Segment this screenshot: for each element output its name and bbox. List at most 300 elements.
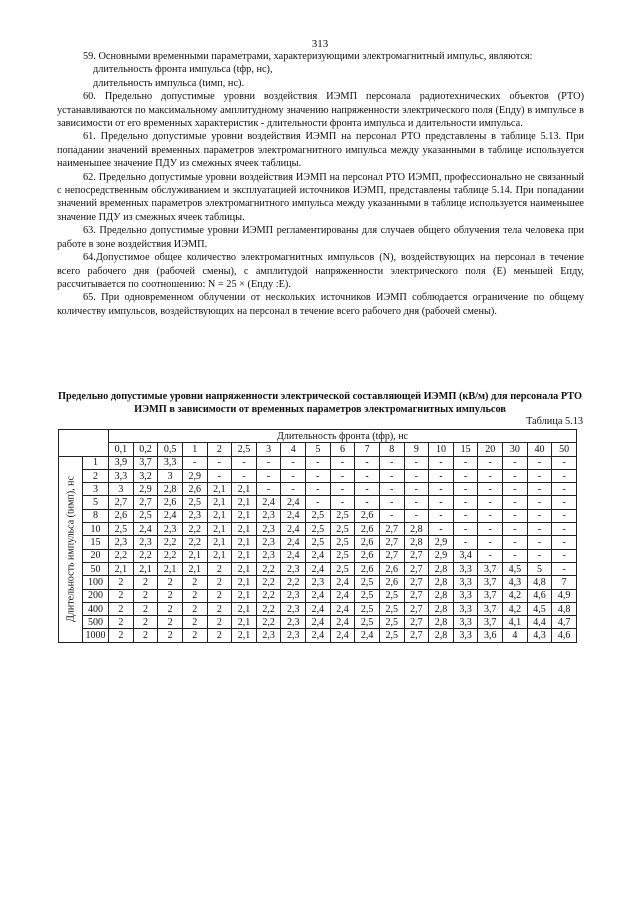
- value-cell: 2,3: [256, 523, 281, 536]
- value-cell: 2,8: [429, 629, 454, 642]
- value-cell: 2,5: [330, 509, 355, 522]
- value-cell: 3,7: [478, 602, 503, 615]
- value-cell: 2,1: [232, 602, 257, 615]
- value-cell: 2: [158, 576, 183, 589]
- value-cell: 2: [158, 602, 183, 615]
- value-cell: 4,1: [503, 616, 528, 629]
- value-cell: 2,3: [256, 629, 281, 642]
- value-cell: 2,6: [158, 496, 183, 509]
- duration-cell: 1: [83, 456, 109, 469]
- value-cell: 2,4: [133, 523, 158, 536]
- value-cell: 2,7: [133, 496, 158, 509]
- value-cell: 2,2: [281, 576, 306, 589]
- value-cell: -: [404, 456, 429, 469]
- value-cell: 2,3: [281, 629, 306, 642]
- value-cell: 2,9: [429, 536, 454, 549]
- value-cell: 2,8: [158, 483, 183, 496]
- value-cell: 2,4: [330, 616, 355, 629]
- duration-cell: 5: [83, 496, 109, 509]
- value-cell: 2: [182, 589, 207, 602]
- value-cell: 2,1: [232, 483, 257, 496]
- value-cell: -: [429, 469, 454, 482]
- value-cell: 2,7: [404, 576, 429, 589]
- value-cell: -: [453, 469, 478, 482]
- col-header: 9: [404, 443, 429, 456]
- table-row: [59, 496, 577, 509]
- value-cell: -: [552, 496, 577, 509]
- value-cell: -: [232, 469, 257, 482]
- value-cell: 2,1: [207, 523, 232, 536]
- value-cell: 2,9: [133, 483, 158, 496]
- col-header: 6: [330, 443, 355, 456]
- value-cell: -: [503, 523, 528, 536]
- value-cell: 2,6: [355, 523, 380, 536]
- value-cell: -: [527, 549, 552, 562]
- value-cell: 3,3: [453, 589, 478, 602]
- value-cell: -: [404, 496, 429, 509]
- value-cell: 2,1: [109, 562, 134, 575]
- value-cell: 4,4: [527, 616, 552, 629]
- value-cell: 2,6: [379, 562, 404, 575]
- value-cell: 2: [133, 629, 158, 642]
- value-cell: -: [355, 496, 380, 509]
- body-text: [57, 50, 584, 318]
- value-cell: 2: [182, 576, 207, 589]
- value-cell: 2,3: [158, 523, 183, 536]
- value-cell: 3,3: [453, 562, 478, 575]
- value-cell: -: [503, 496, 528, 509]
- value-cell: 2,5: [379, 629, 404, 642]
- value-cell: 2,1: [133, 562, 158, 575]
- value-cell: -: [503, 536, 528, 549]
- value-cell: -: [379, 496, 404, 509]
- value-cell: 4,3: [527, 629, 552, 642]
- table-row: [59, 549, 577, 562]
- value-cell: -: [330, 456, 355, 469]
- value-cell: 3: [158, 469, 183, 482]
- value-cell: 3: [109, 483, 134, 496]
- value-cell: 2,4: [330, 576, 355, 589]
- value-cell: -: [552, 536, 577, 549]
- value-cell: 2,3: [281, 562, 306, 575]
- value-cell: -: [330, 469, 355, 482]
- value-cell: 7: [552, 576, 577, 589]
- table-row: [59, 562, 577, 575]
- value-cell: 2,8: [429, 602, 454, 615]
- value-cell: -: [478, 456, 503, 469]
- value-cell: 4,2: [503, 602, 528, 615]
- value-cell: 2,7: [404, 629, 429, 642]
- value-cell: 2: [133, 589, 158, 602]
- value-cell: 2: [207, 602, 232, 615]
- value-cell: 2,1: [207, 496, 232, 509]
- value-cell: -: [330, 483, 355, 496]
- value-cell: 2,4: [281, 536, 306, 549]
- value-cell: 3,9: [109, 456, 134, 469]
- value-cell: 2,2: [256, 616, 281, 629]
- value-cell: 2,2: [256, 589, 281, 602]
- value-cell: 2: [158, 616, 183, 629]
- value-cell: -: [503, 469, 528, 482]
- value-cell: 3,3: [453, 602, 478, 615]
- value-cell: -: [429, 483, 454, 496]
- table-row: [59, 523, 577, 536]
- value-cell: 2,3: [109, 536, 134, 549]
- col-header: 3: [256, 443, 281, 456]
- duration-cell: 400: [83, 602, 109, 615]
- col-header: 1: [182, 443, 207, 456]
- value-cell: 2,5: [379, 602, 404, 615]
- row-group-label: Длительность импульса (tимп), нс: [65, 476, 76, 623]
- value-cell: 4,9: [552, 589, 577, 602]
- value-cell: 2,5: [330, 562, 355, 575]
- value-cell: 2,4: [306, 562, 331, 575]
- value-cell: 2,4: [256, 496, 281, 509]
- value-cell: -: [552, 509, 577, 522]
- value-cell: 2: [109, 589, 134, 602]
- value-cell: 2,1: [232, 536, 257, 549]
- duration-cell: 3: [83, 483, 109, 496]
- value-cell: -: [552, 549, 577, 562]
- value-cell: 2,7: [404, 562, 429, 575]
- value-cell: 2,1: [232, 509, 257, 522]
- value-cell: 2: [182, 629, 207, 642]
- value-cell: 2,3: [256, 549, 281, 562]
- value-cell: 2,9: [182, 469, 207, 482]
- value-cell: 3,3: [158, 456, 183, 469]
- value-cell: 2,1: [207, 549, 232, 562]
- value-cell: 2,8: [404, 523, 429, 536]
- value-cell: 2,6: [109, 509, 134, 522]
- value-cell: 2: [133, 616, 158, 629]
- value-cell: 2,4: [306, 616, 331, 629]
- value-cell: -: [379, 483, 404, 496]
- value-cell: 2,5: [133, 509, 158, 522]
- value-cell: -: [453, 456, 478, 469]
- value-cell: 2,2: [256, 602, 281, 615]
- value-cell: -: [281, 469, 306, 482]
- value-cell: 2: [207, 616, 232, 629]
- value-cell: -: [478, 483, 503, 496]
- paragraph: 60. Предельно допустимые уровни воздействия ИЭМП персонала радиотехнических объектов (РТО) устанавливаются по максимальному амплитудному значению напряженности электрического поля (Eпду) в импульсе в зависимости от его временных характеристик - длительности фронта импульса и длительности импульса.: [57, 91, 584, 130]
- value-cell: -: [503, 509, 528, 522]
- value-cell: -: [453, 509, 478, 522]
- value-cell: 2,1: [207, 509, 232, 522]
- table-corner: [59, 430, 109, 457]
- value-cell: 4,5: [527, 602, 552, 615]
- value-cell: 3,3: [453, 576, 478, 589]
- value-cell: 2,3: [133, 536, 158, 549]
- value-cell: -: [404, 483, 429, 496]
- value-cell: 4,2: [503, 589, 528, 602]
- value-cell: -: [527, 456, 552, 469]
- value-cell: 2,1: [232, 616, 257, 629]
- value-cell: 2,1: [232, 576, 257, 589]
- value-cell: 2,6: [355, 536, 380, 549]
- paragraph: 63. Предельно допустимые уровни ИЭМП регламентированы для случаев общего облучения тела человека при работе в зоне воздействия ИЭМП.: [57, 225, 584, 250]
- value-cell: 2,1: [232, 562, 257, 575]
- value-cell: 2,3: [281, 616, 306, 629]
- value-cell: 2: [207, 576, 232, 589]
- table-row: [59, 616, 577, 629]
- col-header: 2: [207, 443, 232, 456]
- value-cell: 2,7: [404, 549, 429, 562]
- value-cell: -: [355, 469, 380, 482]
- value-cell: 2,5: [355, 602, 380, 615]
- paragraph: 61. Предельно допустимые уровни воздействия ИЭМП на персонал РТО представлены в таблице 5.13. При попадании значений временных параметров электромагнитного импульса между указанными в таблице используется наименьшее значение ПДУ из смежных ячеек таблицы.: [57, 131, 584, 170]
- value-cell: 2,4: [330, 602, 355, 615]
- paragraph: длительность фронта импульса (tфр, нс),: [93, 64, 273, 76]
- value-cell: -: [379, 509, 404, 522]
- value-cell: -: [404, 469, 429, 482]
- value-cell: 2,5: [109, 523, 134, 536]
- value-cell: 2,1: [232, 549, 257, 562]
- value-cell: -: [527, 523, 552, 536]
- value-cell: 2: [207, 589, 232, 602]
- table-row: [59, 629, 577, 642]
- table-row: [59, 602, 577, 615]
- value-cell: 2,2: [158, 536, 183, 549]
- value-cell: 2,7: [404, 589, 429, 602]
- value-cell: 3,3: [453, 616, 478, 629]
- value-cell: -: [330, 496, 355, 509]
- value-cell: 2,6: [182, 483, 207, 496]
- value-cell: 4,3: [503, 576, 528, 589]
- col-header: 2,5: [232, 443, 257, 456]
- value-cell: 2,6: [355, 549, 380, 562]
- value-cell: 2,1: [207, 483, 232, 496]
- table-row: [59, 483, 577, 496]
- value-cell: 2,7: [109, 496, 134, 509]
- table-row: [59, 509, 577, 522]
- value-cell: 2: [158, 629, 183, 642]
- value-cell: 2,5: [306, 523, 331, 536]
- value-cell: -: [527, 509, 552, 522]
- value-cell: -: [256, 469, 281, 482]
- duration-cell: 200: [83, 589, 109, 602]
- value-cell: 2: [182, 602, 207, 615]
- value-cell: 2,7: [379, 536, 404, 549]
- value-cell: 2,5: [379, 616, 404, 629]
- duration-cell: 50: [83, 562, 109, 575]
- value-cell: 2,1: [182, 549, 207, 562]
- value-cell: 2: [109, 616, 134, 629]
- value-cell: 2,3: [256, 509, 281, 522]
- value-cell: 2,1: [232, 629, 257, 642]
- value-cell: 2,4: [158, 509, 183, 522]
- table-row: [59, 456, 577, 469]
- value-cell: -: [478, 469, 503, 482]
- value-cell: 2,2: [256, 562, 281, 575]
- value-cell: -: [355, 483, 380, 496]
- value-cell: 2,7: [379, 549, 404, 562]
- value-cell: -: [453, 523, 478, 536]
- value-cell: -: [182, 456, 207, 469]
- value-cell: 2,8: [429, 562, 454, 575]
- col-header: 0,5: [158, 443, 183, 456]
- value-cell: -: [453, 496, 478, 509]
- value-cell: 2,7: [404, 616, 429, 629]
- value-cell: 2,5: [379, 589, 404, 602]
- value-cell: 5: [527, 562, 552, 575]
- value-cell: 2,4: [281, 509, 306, 522]
- value-cell: -: [478, 509, 503, 522]
- duration-cell: 2: [83, 469, 109, 482]
- page-number: 313: [311, 38, 329, 50]
- value-cell: 2,1: [232, 589, 257, 602]
- value-cell: 2,4: [330, 629, 355, 642]
- value-cell: -: [552, 483, 577, 496]
- value-cell: -: [478, 536, 503, 549]
- value-cell: 2,3: [281, 602, 306, 615]
- value-cell: 2,5: [306, 509, 331, 522]
- value-cell: 2: [109, 576, 134, 589]
- value-cell: -: [379, 456, 404, 469]
- value-cell: -: [478, 549, 503, 562]
- paragraph: 64.Допустимое общее количество электромагнитных импульсов (N), воздействующих на персонал в течение всего рабочего дня (рабочей смены), с амплитудой напряженности электрического поля (E) меньшей Eпду, рассчитывается по соотношению: N = 25 × (Eпду :E).: [57, 252, 584, 290]
- value-cell: 2,2: [182, 536, 207, 549]
- value-cell: 2,8: [429, 616, 454, 629]
- table-row: [59, 576, 577, 589]
- table-row: [59, 589, 577, 602]
- col-header: 4: [281, 443, 306, 456]
- value-cell: -: [256, 483, 281, 496]
- value-cell: -: [478, 523, 503, 536]
- col-header: 0,1: [109, 443, 134, 456]
- value-cell: 3,6: [478, 629, 503, 642]
- value-cell: 3,7: [133, 456, 158, 469]
- value-cell: -: [256, 456, 281, 469]
- value-cell: 2,1: [207, 536, 232, 549]
- col-header: 10: [429, 443, 454, 456]
- value-cell: 2,6: [355, 509, 380, 522]
- value-cell: 3,7: [478, 589, 503, 602]
- paragraph: 65. При одновременном облучении от нескольких источников ИЭМП соблюдается ограничение по общему количеству импульсов, воздействующих на персонал в течение всего рабочего дня (рабочей смены).: [57, 292, 584, 317]
- value-cell: -: [429, 509, 454, 522]
- value-cell: 2,5: [306, 536, 331, 549]
- value-cell: -: [306, 456, 331, 469]
- value-cell: 3,7: [478, 616, 503, 629]
- value-cell: 2,4: [306, 602, 331, 615]
- value-cell: 4,6: [552, 629, 577, 642]
- col-group-header: Длительность фронта (tфр), нс: [109, 430, 577, 443]
- row-group-header: [59, 456, 83, 642]
- col-header: 50: [552, 443, 577, 456]
- value-cell: 2,4: [306, 549, 331, 562]
- value-cell: 2,2: [158, 549, 183, 562]
- col-header: 20: [478, 443, 503, 456]
- value-cell: 2,2: [133, 549, 158, 562]
- value-cell: 2: [109, 629, 134, 642]
- value-cell: -: [527, 536, 552, 549]
- value-cell: 2: [182, 616, 207, 629]
- value-cell: 2,3: [182, 509, 207, 522]
- value-cell: 3,3: [109, 469, 134, 482]
- duration-cell: 500: [83, 616, 109, 629]
- value-cell: 2,4: [306, 589, 331, 602]
- paragraph: 62. Предельно допустимые уровни воздействия ИЭМП на персонал РТО ИЭМП, профессионально не связанный с непосредственным обслуживанием и эксплуатацией источников ИЭМП, представлены таблице 5.14. При попадании значений временных параметров электромагнитного импульса между указанными в таблице используется наименьшее значение ПДУ из смежных ячеек таблицы.: [57, 171, 584, 223]
- value-cell: 4: [503, 629, 528, 642]
- value-cell: 4,7: [552, 616, 577, 629]
- value-cell: 2,9: [429, 549, 454, 562]
- col-header: 5: [306, 443, 331, 456]
- value-cell: -: [453, 536, 478, 549]
- table-number: Таблица 5.13: [526, 416, 583, 427]
- value-cell: 2,1: [232, 523, 257, 536]
- value-cell: 2,1: [182, 562, 207, 575]
- value-cell: 4,6: [527, 589, 552, 602]
- value-cell: -: [429, 523, 454, 536]
- value-cell: -: [379, 469, 404, 482]
- duration-cell: 100: [83, 576, 109, 589]
- col-header: 8: [379, 443, 404, 456]
- duration-cell: 1000: [83, 629, 109, 642]
- value-cell: 2: [133, 602, 158, 615]
- value-cell: -: [527, 469, 552, 482]
- value-cell: 2: [109, 602, 134, 615]
- col-header: 7: [355, 443, 380, 456]
- pdu-table: [58, 429, 577, 643]
- paragraph: 59. Основными временными параметрами, характеризующими электромагнитный импульс, являются:: [83, 51, 533, 62]
- value-cell: -: [503, 483, 528, 496]
- table-row: [59, 536, 577, 549]
- value-cell: -: [552, 456, 577, 469]
- value-cell: 2,3: [281, 589, 306, 602]
- duration-cell: 10: [83, 523, 109, 536]
- value-cell: 4,8: [552, 602, 577, 615]
- value-cell: 2: [133, 576, 158, 589]
- duration-cell: 8: [83, 509, 109, 522]
- value-cell: 2,5: [355, 589, 380, 602]
- value-cell: 2,4: [281, 523, 306, 536]
- col-header-row: [59, 443, 577, 456]
- value-cell: 2,5: [355, 576, 380, 589]
- value-cell: 2,3: [306, 576, 331, 589]
- value-cell: 2,4: [330, 589, 355, 602]
- value-cell: 2,5: [330, 536, 355, 549]
- value-cell: 4,8: [527, 576, 552, 589]
- value-cell: -: [429, 496, 454, 509]
- value-cell: -: [306, 496, 331, 509]
- value-cell: 2: [207, 629, 232, 642]
- value-cell: 2,5: [330, 523, 355, 536]
- value-cell: 2,7: [404, 602, 429, 615]
- value-cell: -: [281, 456, 306, 469]
- value-cell: 2,5: [355, 616, 380, 629]
- value-cell: 2,4: [281, 496, 306, 509]
- value-cell: 2,4: [306, 629, 331, 642]
- value-cell: 2,6: [355, 562, 380, 575]
- value-cell: 3,7: [478, 562, 503, 575]
- value-cell: 2: [158, 589, 183, 602]
- paragraph: длительность импульса (tимп, нс).: [93, 77, 245, 89]
- value-cell: 3,4: [453, 549, 478, 562]
- value-cell: 2,5: [330, 549, 355, 562]
- value-cell: 2,4: [281, 549, 306, 562]
- col-header: 40: [527, 443, 552, 456]
- col-header: 15: [453, 443, 478, 456]
- value-cell: -: [527, 496, 552, 509]
- value-cell: -: [404, 509, 429, 522]
- value-cell: -: [355, 456, 380, 469]
- duration-cell: 20: [83, 549, 109, 562]
- value-cell: 2,3: [256, 536, 281, 549]
- value-cell: -: [552, 523, 577, 536]
- value-cell: 2,8: [429, 576, 454, 589]
- value-cell: -: [503, 549, 528, 562]
- value-cell: 2,8: [429, 589, 454, 602]
- value-cell: 2,1: [232, 496, 257, 509]
